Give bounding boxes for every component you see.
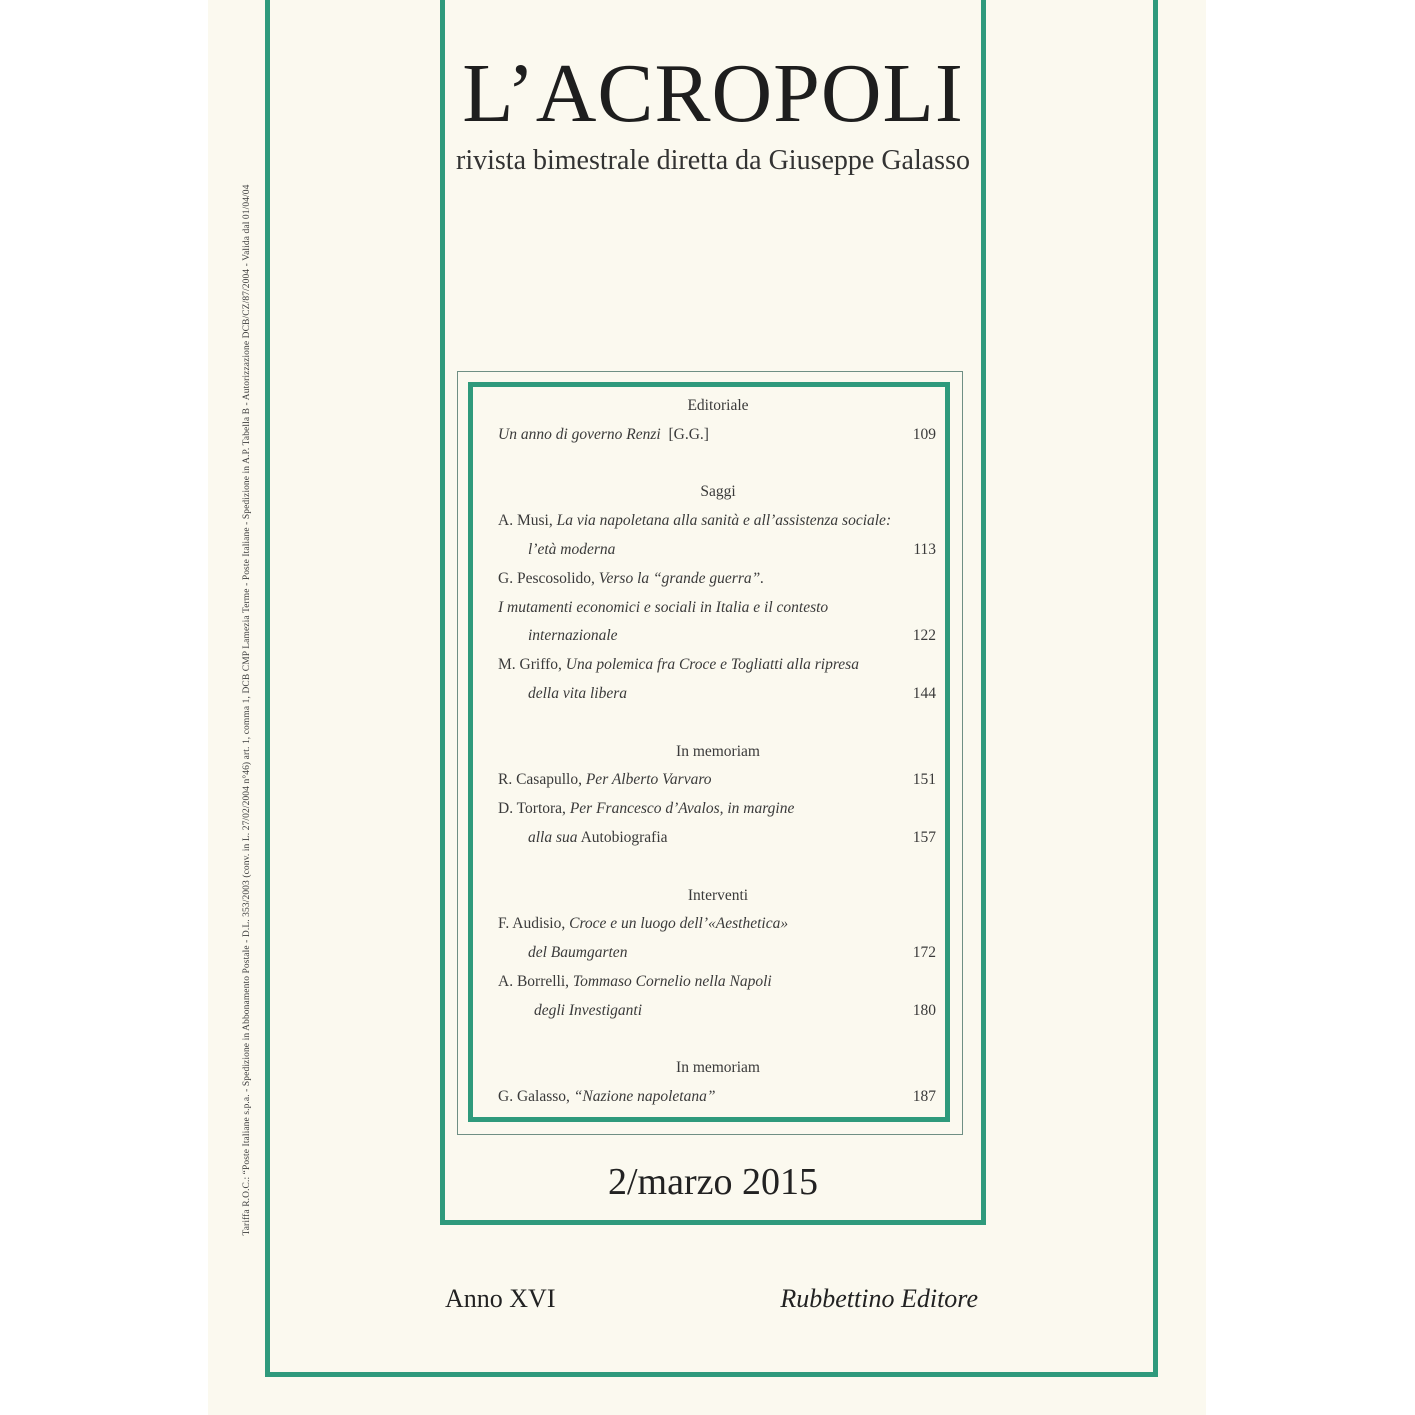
toc-entry — [498, 795, 938, 824]
entry-title-continued: I mutamenti economici e sociali in Italia e il contesto — [498, 598, 829, 616]
page-number: 180 — [912, 1001, 936, 1019]
toc-entry — [498, 766, 938, 795]
entry-title-continued: alla sua — [528, 828, 578, 846]
toc-entry — [498, 651, 938, 680]
entry-title: “Nazione napoletana” — [573, 1088, 716, 1106]
entry-title: Una polemica fra Croce e Togliatti alla ripresa — [565, 656, 859, 674]
journal-subtitle: rivista bimestrale diretta da Giuseppe Galasso — [456, 145, 970, 176]
toc-entry-continued — [498, 594, 938, 623]
entry-title: Tommaso Cornelio nella Napoli — [572, 972, 772, 990]
entry-title-continued: della vita libera — [528, 684, 628, 702]
entry-title-continued: del Baumgarten — [528, 944, 628, 962]
cover-frame-bottom-rule — [265, 1372, 1158, 1377]
entry-title-book: Autobiografia — [580, 828, 668, 846]
toc-entry — [498, 1083, 938, 1112]
toc-entry — [498, 507, 938, 536]
entry-title-continued: l’età moderna — [528, 540, 616, 558]
page-number: 122 — [912, 627, 936, 645]
cover-frame-left-rule — [265, 0, 270, 1377]
page-number: 113 — [913, 540, 936, 558]
page-number: 109 — [912, 425, 936, 443]
page-number: 144 — [912, 684, 936, 702]
toc-entry-continued — [498, 824, 938, 853]
entry-title: Per Francesco d’Avalos, in margine — [569, 800, 795, 818]
entry-title: La via napoletana alla sanità e all’assistenza sociale: — [556, 512, 892, 530]
toc-entry-continued — [498, 536, 938, 565]
issue-number: 2/marzo 2015 — [607, 1161, 818, 1203]
entry-author: F. Audisio, — [498, 915, 566, 933]
entry-title: Un anno di governo Renzi — [498, 425, 661, 443]
toc-entry — [498, 910, 938, 939]
spine-postal-notice — [237, 40, 257, 1380]
entry-title-continued: internazionale — [528, 627, 618, 645]
page-number: 151 — [912, 771, 936, 789]
toc-entry — [498, 565, 938, 594]
entry-author: G. Galasso, — [498, 1088, 570, 1106]
table-of-contents — [498, 392, 938, 1112]
entry-author-initials: [G.G.] — [668, 425, 709, 443]
entry-author: G. Pescosolido, — [498, 569, 595, 587]
entry-author: A. Musi, — [498, 512, 553, 530]
cover-frame-right-rule — [1153, 0, 1158, 1377]
entry-title: Verso la “grande guerra”. — [598, 569, 765, 587]
section-heading-interventi: Interventi — [687, 886, 749, 904]
toc-entry — [498, 968, 938, 997]
entry-author: D. Tortora, — [498, 800, 566, 818]
postal-notice-text: Tariffa R.O.C.: “Poste Italiane s.p.a. - Spedizione in Abbonamento Postale - D.L. 353/2003 (conv. in L. 27/02/2004 n°46) art. 1, comma 1, DCB CMP Lamezia Terme - Poste Italiane - Spedizione in A.P. Tabella B - Autorizzazione DCB/CZ/87/2004 - Valida dal 01/04/04 — [242, 184, 252, 1236]
journal-title: L’ACROPOLI — [462, 47, 964, 140]
section-heading-editoriale: Editoriale — [687, 397, 749, 414]
entry-title: Per Alberto Varvaro — [585, 771, 712, 789]
entry-author: A. Borrelli, — [498, 972, 570, 990]
entry-author: M. Griffo, — [498, 656, 562, 674]
section-heading-saggi: Saggi — [700, 483, 736, 501]
toc-entry-continued — [498, 939, 938, 968]
publisher-name: Rubbettino Editore — [780, 1284, 978, 1313]
entry-title: Croce e un luogo dell’«Aesthetica» — [569, 915, 789, 933]
toc-entry — [498, 421, 938, 450]
page-number: 172 — [912, 944, 936, 962]
volume-year: Anno XVI — [445, 1284, 556, 1313]
toc-entry-continued — [498, 997, 938, 1026]
section-heading-in-memoriam: In memoriam — [676, 1059, 760, 1077]
toc-entry-continued — [498, 622, 938, 651]
entry-title-continued: degli Investiganti — [534, 1001, 643, 1019]
page-number: 187 — [912, 1088, 936, 1106]
toc-entry-continued — [498, 680, 938, 709]
section-heading-in-memoriam: In memoriam — [676, 742, 760, 760]
page-number: 157 — [912, 828, 936, 846]
entry-author: R. Casapullo, — [498, 771, 582, 789]
